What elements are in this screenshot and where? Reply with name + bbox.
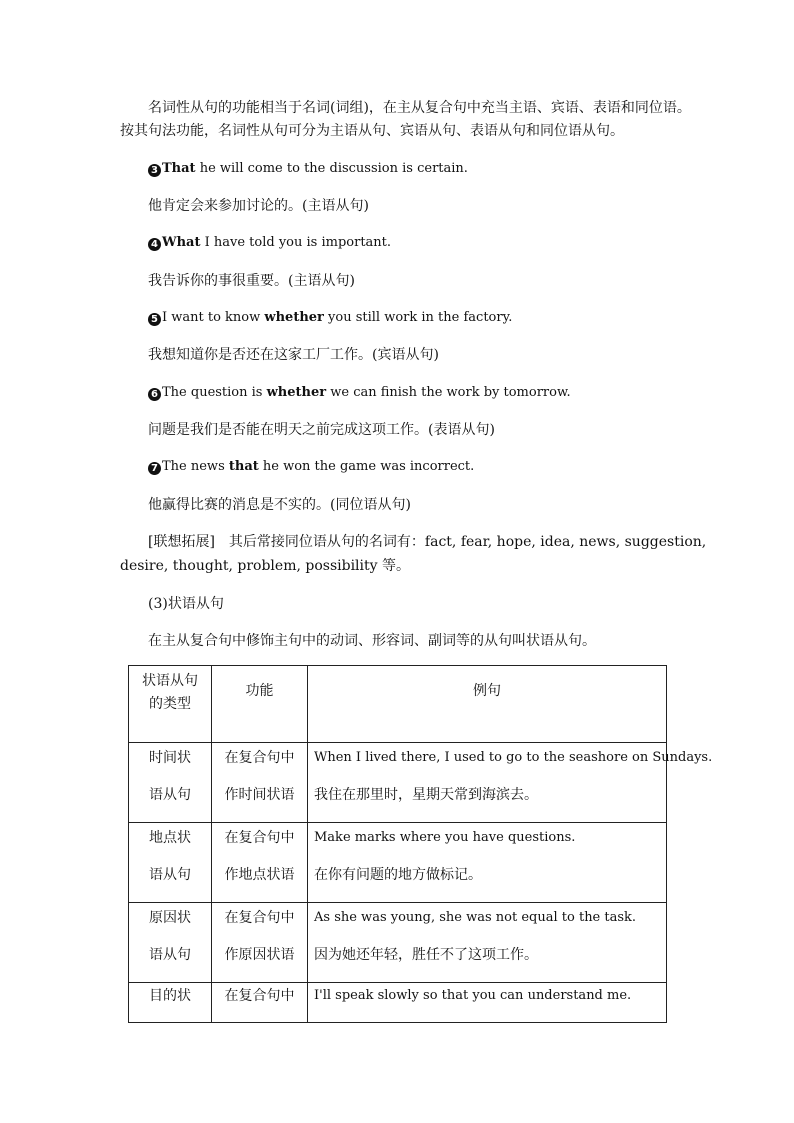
header-function: 功能 (212, 666, 308, 743)
header-example: 例句 (308, 666, 667, 743)
circled-number-6-icon: 6 (148, 388, 161, 401)
example-7-en: 7 The news that he won the game was incorrect. (148, 457, 474, 477)
example-6-cn: 问题是我们是否能在明天之前完成这项工作。(表语从句) (148, 422, 495, 438)
example-3-en: 3 That he will come to the discussion is certain. (148, 159, 468, 179)
circled-number-3-icon: 3 (148, 164, 161, 177)
example-6-en: 6 The question is whether we can finish the work by tomorrow. (148, 383, 571, 403)
example-4-cn: 我告诉你的事很重要。(主语从句) (148, 273, 355, 289)
circled-number-4-icon: 4 (148, 238, 161, 251)
section-heading: (3)状语从句 (148, 596, 224, 612)
example-3-cn: 他肯定会来参加讨论的。(主语从句) (148, 198, 369, 214)
table-row: 地点状 语从句 在复合句中 作地点状语 Make marks where you have questions. 在你有问题的地方做标记。 (129, 823, 667, 903)
example-7-cn: 他赢得比赛的消息是不实的。(同位语从句) (148, 497, 411, 513)
table-header-row (129, 666, 667, 743)
header-type: 状语从句 的类型 (129, 666, 212, 743)
keyword: That (162, 161, 196, 176)
circled-number-5-icon: 5 (148, 313, 161, 326)
example-5-cn: 我想知道你是否还在这家工厂工作。(宾语从句) (148, 347, 439, 363)
adverbial-clause-table (128, 665, 713, 1023)
intro-line-1: 名词性从句的功能相当于名词(词组)，在主从复合句中充当主语、宾语、表语和同位语。 (148, 100, 691, 116)
table-row: 目的状 在复合句中 I'll speak slowly so that you can understand me. (129, 983, 667, 1023)
keyword: whether (264, 310, 324, 325)
example-5-en: 5 I want to know whether you still work in the factory. (148, 308, 512, 328)
section-description: 在主从复合句中修饰主句中的动词、形容词、副词等的从句叫状语从句。 (148, 633, 596, 649)
extension-line-2: desire, thought, problem, possibility 等。 (120, 558, 410, 574)
keyword: that (228, 459, 259, 474)
example-4-en: 4 What I have told you is important. (148, 233, 391, 253)
keyword: whether (266, 385, 327, 400)
extension-line-1: [联想拓展] 其后常接同位语从句的名词有：fact, fear, hope, idea, news, suggestion, (148, 534, 707, 550)
intro-line-2: 按其句法功能，名词性从句可分为主语从句、宾语从句、表语从句和同位语从句。 (120, 123, 624, 139)
table-row: 时间状 语从句 在复合句中 作时间状语 When I lived there, I used to go to the seashore on Sundays. 我住在那里时，星期天常到海滨去。 (129, 743, 667, 823)
circled-number-7-icon: 7 (148, 462, 161, 475)
keyword: What (162, 235, 201, 250)
table-row: 原因状 语从句 在复合句中 作原因状语 As she was young, she was not equal to the task. 因为她还年轻，胜任不了这项工作。 (129, 903, 667, 983)
